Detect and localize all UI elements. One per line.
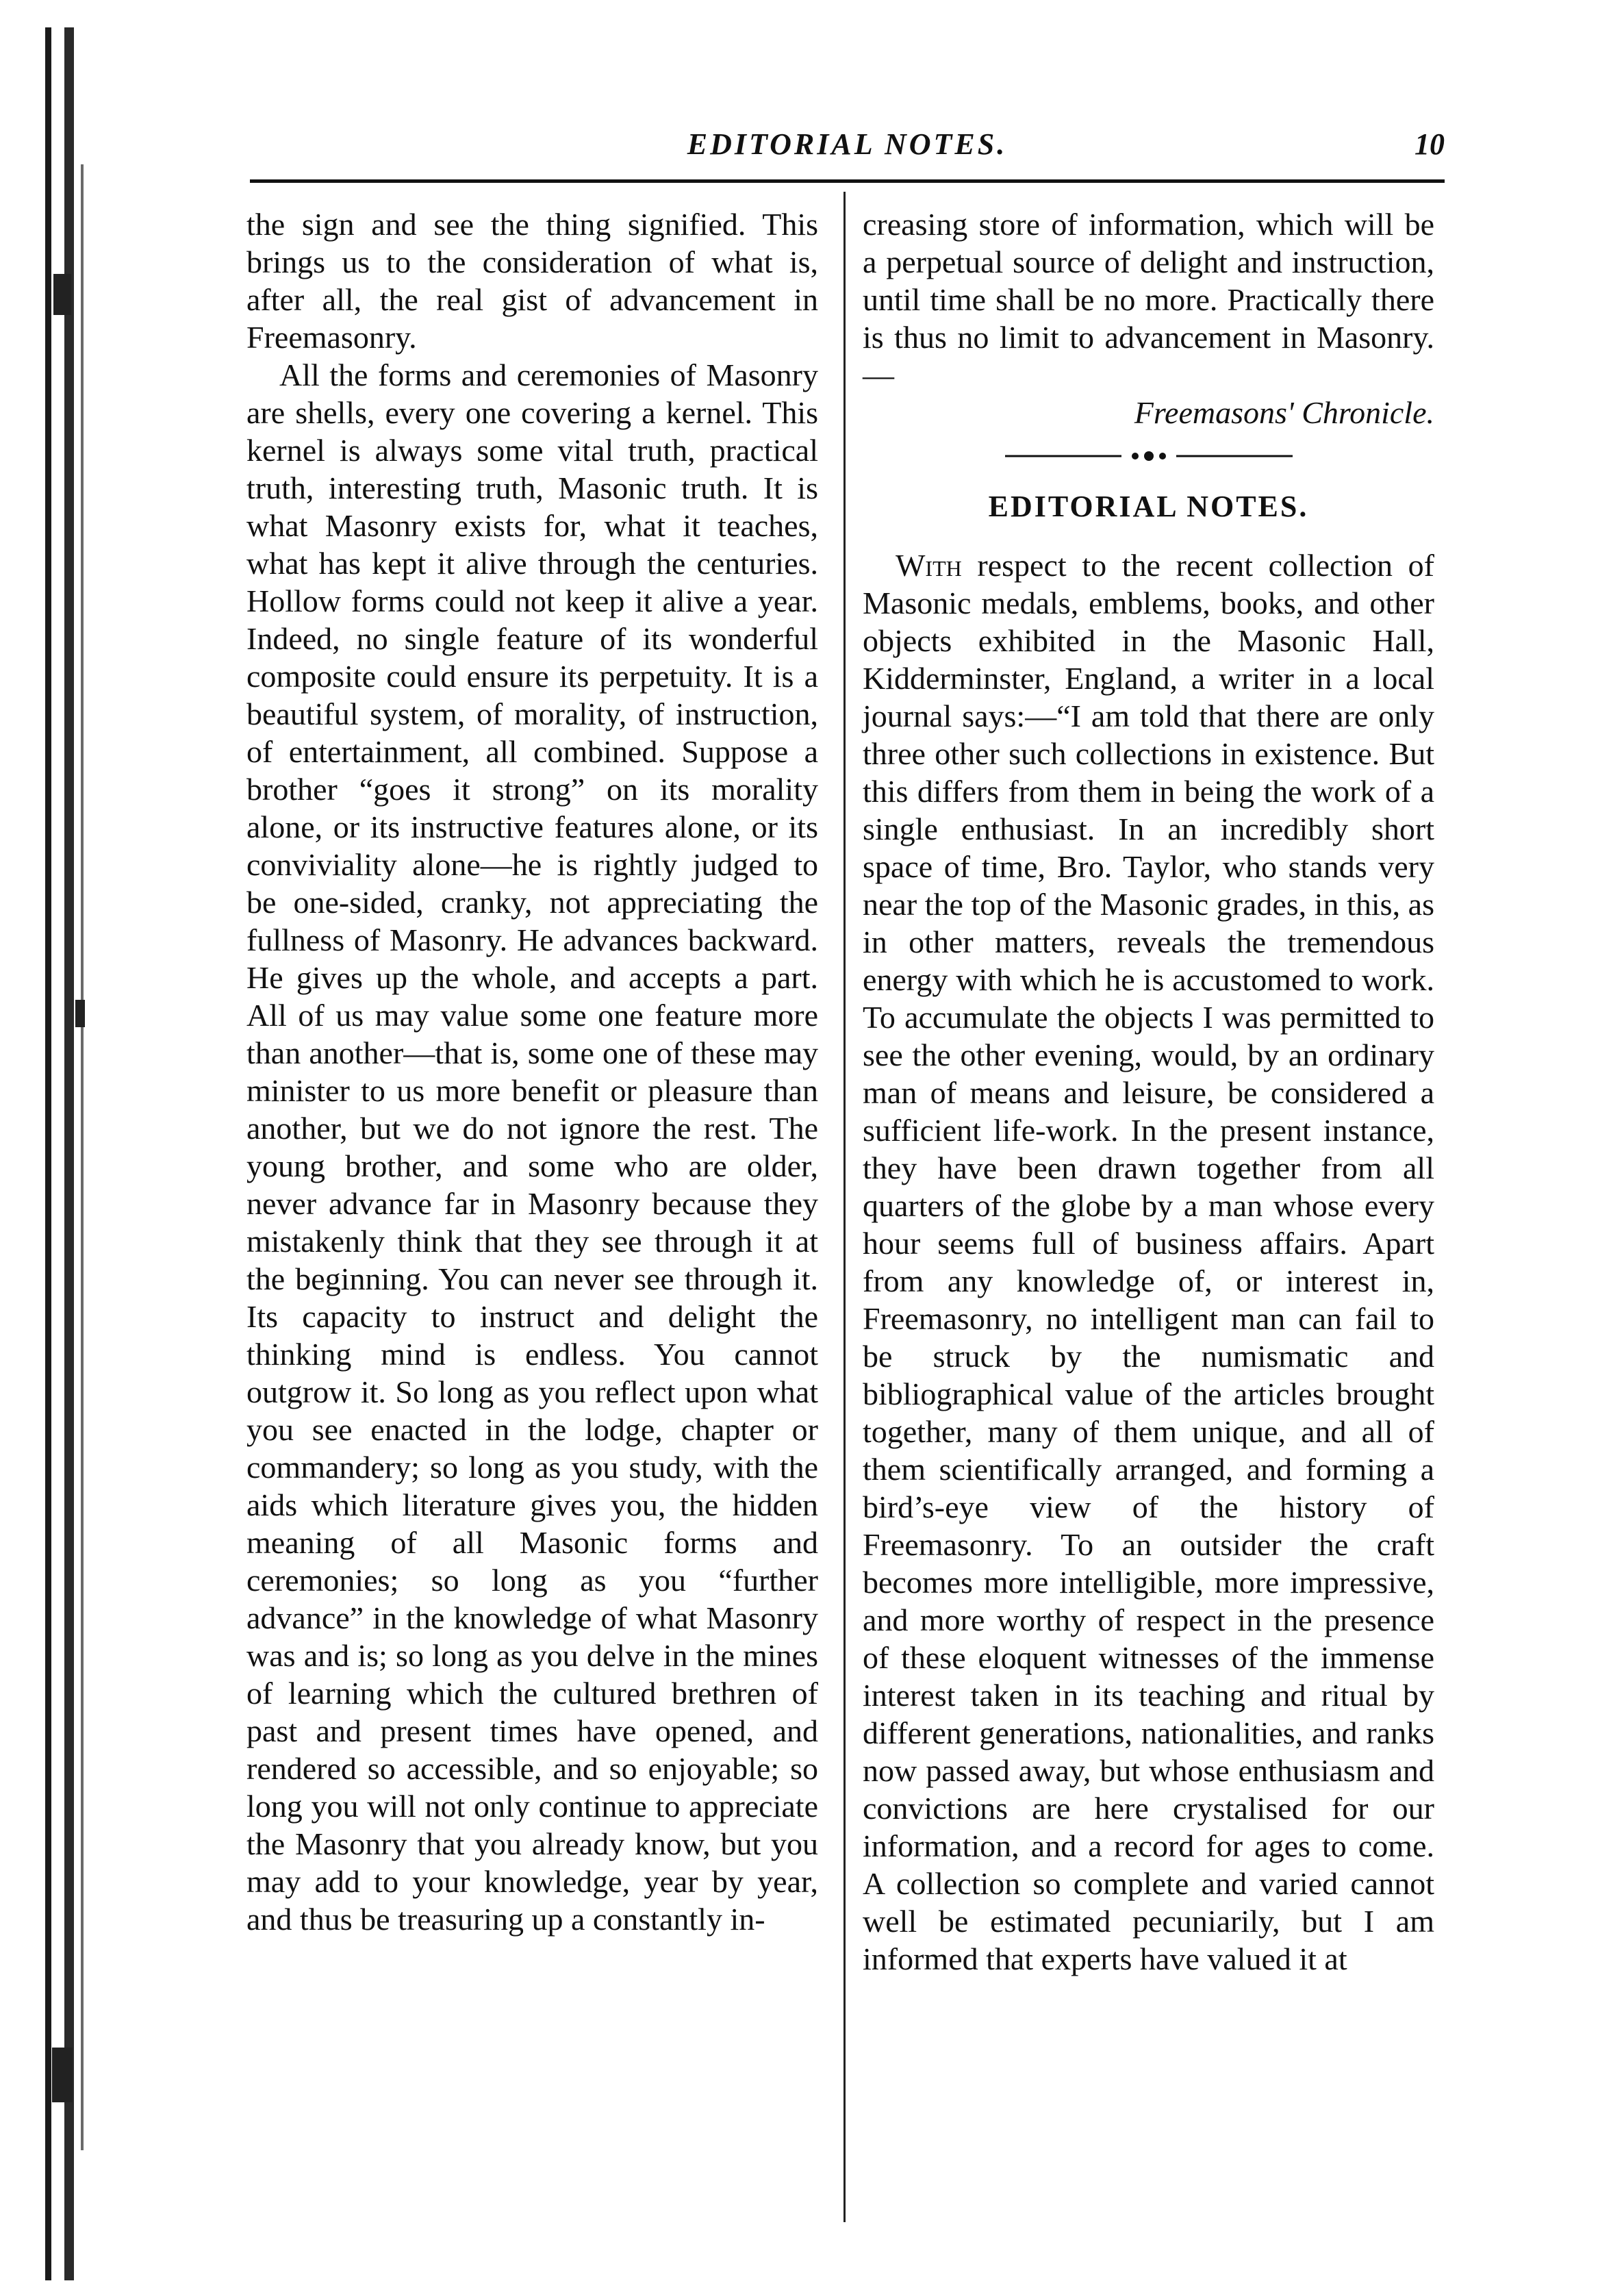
editorial-paragraph [863, 546, 1434, 1978]
left-paragraph-1: the sign and see the thing signified. This brings us to the consideration of what is, after all, the real gist of advancement in Freemasonry. [246, 207, 818, 355]
left-column [246, 205, 818, 1938]
section-title: EDITORIAL NOTES. [988, 490, 1309, 523]
right-column [863, 205, 1434, 1978]
lead-word: With [896, 548, 962, 583]
editorial-paragraph-text: respect to the recent collection of Masonic medals, emblems, books, and other objects exhibited in the Masonic Hall, Kidderminster, England, a writer in a local journal says:—“I am told that there are only three other such collections in existence. But this differs from them in being the work of a single enthusiast. In an incredibly short space of time, Bro. Taylor, who stands very near the top of the Masonic grades, in this, as in other matters, reveals the tremendous energy with which he is accustomed to work. To accumulate the objects I was permitted to see the other evening, would, by an ordinary man of means and leisure, be considered a sufficient life-work. In the present instance, they have been drawn together from all quarters of the globe by a man whose every hour seems full of business affairs. Apart from any knowledge of, or interest in, Freemasonry, no intelligent man can fail to be struck by the numismatic and bibliographical value of the articles brought together, many of them unique, and all of them scientifically arranged, and forming a bird’s-eye view of the history of Freemasonry. To an outsider the craft becomes more intelligible, more impressive, and more worthy of respect in the presence of these eloquent witnesses of the immense interest taken in its teaching and ritual by different generations, nationalities, and ranks now passed away, but whose enthusiasm and convictions are here crystalised for our information, and a record for ages to come. A collection so complete and varied cannot well be estimated pecuniarily, but I am informed that experts have valued it at [863, 548, 1434, 1976]
book-spine-edge [33, 27, 86, 2280]
section-ornament [1005, 449, 1293, 463]
page-number: 10 [1414, 127, 1445, 161]
continued-paragraph: creasing store of information, which will be a perpetual source of delight and instruction, until time shall be no more. Practically there is thus no limit to advancement in Masonry.— [863, 207, 1434, 392]
running-head [250, 120, 1445, 175]
header-rule [250, 179, 1445, 183]
left-paragraph-2: All the forms and ceremonies of Masonry are shells, every one covering a kernel. This kernel is always some vital truth, practical truth, interesting truth, Masonic truth. It is what Masonry exists for, what it teaches, what has kept it alive through the centuries. Hollow forms could not keep it alive a year. Indeed, no single feature of its wonderful composite could ensure its perpetuity. It is a beautiful system, of morality, of instruction, of entertainment, all combined. Suppose a brother “goes it strong” on its morality alone, or its instructive features alone, or its conviviality alone—he is rightly judged to be one-sided, cranky, not appreciating the fullness of Masonry. He advances backward. He gives up the whole, and accepts a part. All of us may value some one feature more than another—that is, some one of these may minister to us more benefit or pleasure than another, but we do not ignore the rest. The young brother, and some who are older, never advance far in Masonry because they mistakenly think that they see through it at the beginning. You can never see through it. Its capacity to instruct and delight the thinking mind is endless. You cannot outgrow it. So long as you reflect upon what you see enacted in the lodge, chapter or commandery; so long as you study, with the aids which literature gives you, the hidden meaning of all Masonic forms and ceremonies; so long as you “further advance” in the knowledge of what Masonry was and is; so long as you delve in the mines of learning which the cultured brethren of past and present times have opened, and rendered so accessible, and so enjoyable; so long you will not only continue to appreciate the Masonry that you already know, but you may add to your knowledge, year by year, and thus be treasuring up a constantly in- [246, 357, 818, 1937]
source-attribution: Freemasons' Chronicle. [1134, 395, 1434, 430]
running-head-title: EDITORIAL NOTES. [687, 127, 1008, 161]
column-divider [843, 192, 846, 2222]
